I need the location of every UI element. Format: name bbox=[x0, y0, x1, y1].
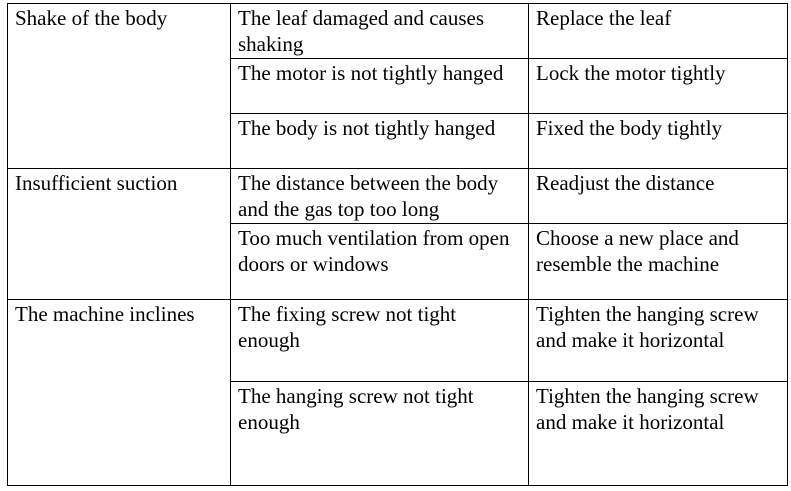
table-row bbox=[8, 169, 788, 224]
problem-cell: The machine inclines bbox=[8, 300, 231, 486]
cause-cell: The body is not tightly hanged bbox=[231, 114, 529, 169]
problem-cell: Shake of the body bbox=[8, 4, 231, 169]
solution-cell: Choose a new place and resemble the machine bbox=[529, 224, 788, 300]
solution-cell: Tighten the hanging screw and make it horizontal bbox=[529, 300, 788, 382]
cause-cell: The fixing screw not tight enough bbox=[231, 300, 529, 382]
cause-cell: The hanging screw not tight enough bbox=[231, 382, 529, 486]
problem-cell: Insufficient suction bbox=[8, 169, 231, 300]
solution-cell: Tighten the hanging screw and make it horizontal bbox=[529, 382, 788, 486]
cause-cell: The motor is not tightly hanged bbox=[231, 59, 529, 114]
solution-cell: Replace the leaf bbox=[529, 4, 788, 59]
solution-cell: Readjust the distance bbox=[529, 169, 788, 224]
cause-cell: Too much ventilation from open doors or windows bbox=[231, 224, 529, 300]
solution-cell: Lock the motor tightly bbox=[529, 59, 788, 114]
cause-cell: The leaf damaged and causes shaking bbox=[231, 4, 529, 59]
solution-cell: Fixed the body tightly bbox=[529, 114, 788, 169]
cause-cell: The distance between the body and the gas top too long bbox=[231, 169, 529, 224]
troubleshooting-table bbox=[7, 3, 788, 486]
table-row bbox=[8, 4, 788, 59]
table-row bbox=[8, 300, 788, 382]
